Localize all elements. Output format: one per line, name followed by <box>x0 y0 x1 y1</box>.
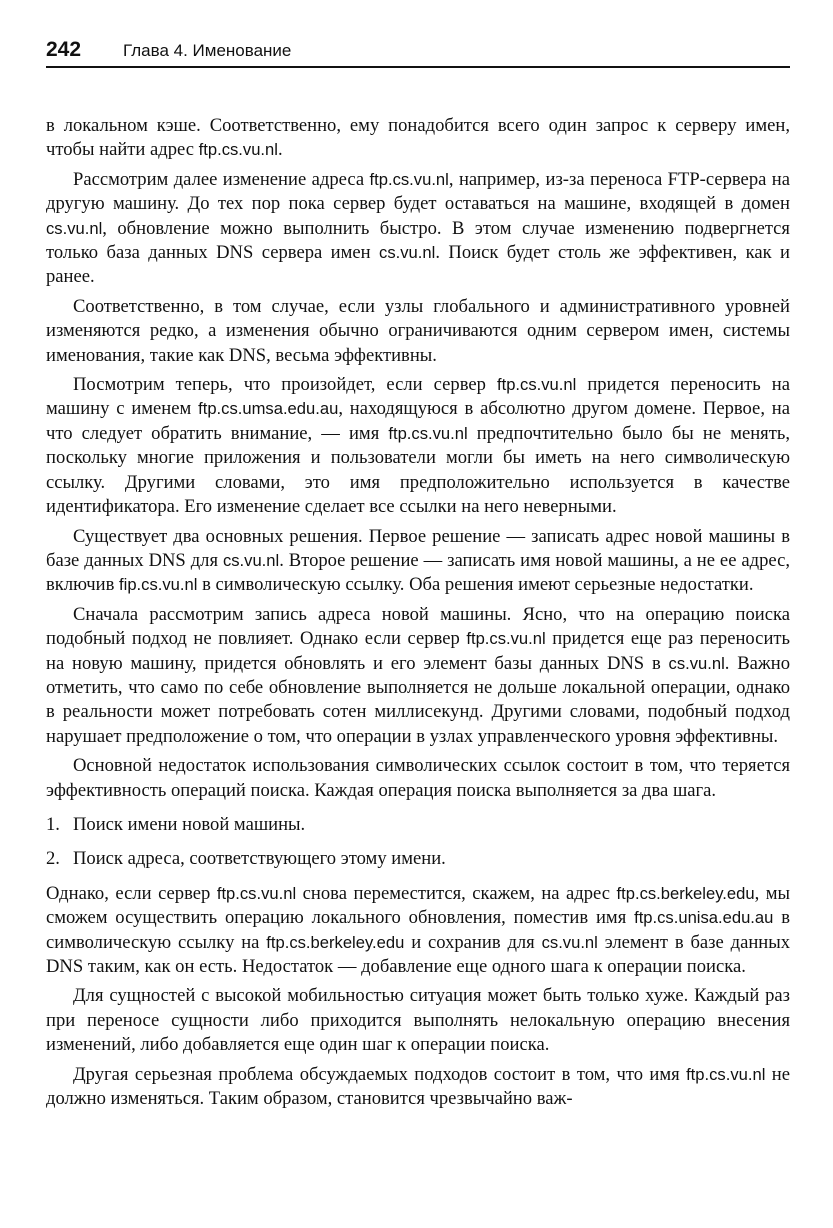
paragraphs-before-list <box>46 114 790 803</box>
text-segment: придется переносить на машину с именем <box>46 374 790 420</box>
text-segment: снова переместится, скажем, на адрес <box>296 882 617 904</box>
hostname-text: cs.vu.nl <box>668 653 725 673</box>
text-segment: Другая серьезная проблема обсуждаемых подходов состоит в том, что имя <box>73 1063 687 1085</box>
paragraph <box>46 168 790 290</box>
paragraph <box>46 603 790 749</box>
text-segment: Сначала рассмотрим запись адреса новой машины. Ясно, что на операцию поиска подобный подход не повлияет. Однако если сервер <box>46 603 790 650</box>
paragraph <box>46 295 790 368</box>
text-segment: Основной недостаток использования символических ссылок состоит в том, что теряется эффективность операций поиска. Каждая операция поиска выполняется за два шага. <box>46 755 790 801</box>
paragraph <box>46 114 790 163</box>
hostname-text: cs.vu.nl <box>541 932 598 952</box>
text-segment: , мы сможем осуществить операцию локального обновления, поместив имя <box>46 882 790 929</box>
running-header <box>46 36 790 68</box>
paragraph <box>46 525 790 598</box>
list-item-text: Поиск имени новой машины. <box>73 813 306 835</box>
hostname-text: ftp.cs.umsa.edu.au <box>198 399 339 419</box>
list-item <box>46 847 790 871</box>
numbered-list <box>46 813 790 872</box>
list-item-number: 2. <box>46 848 60 870</box>
hostname-text: ftp.cs.unisa.edu.au <box>634 908 774 928</box>
text-segment: . Важно отметить, что само по себе обновление выполняется не дольше локальной операции, однако в реальности может потребовать сотен миллисекунд. Другими словами, подобный подход нарушает предположение о том, что операции в узлах управленческого уровня эффективны. <box>46 652 790 747</box>
page-number: 242 <box>46 38 82 61</box>
paragraph <box>46 984 790 1057</box>
text-segment: , например, из-за переноса FTP-сервера на другую машину. До тех пор пока сервер будет оставаться на машине, входящей в домен <box>46 168 790 215</box>
chapter-title: Глава 4. Именование <box>123 41 292 60</box>
paragraph <box>46 373 790 519</box>
text-segment: . Второе решение — записать имя новой машины, а не ее адрес, включив <box>46 549 791 596</box>
text-segment: . Поиск будет столь же эффективен, как и ранее. <box>46 242 790 288</box>
hostname-text: ftp.cs.vu.nl <box>369 169 449 189</box>
body-text <box>46 114 790 1116</box>
text-segment: придется еще раз переносить на новую машину, придется обновлять и его элемент базы данных DNS в <box>46 628 790 674</box>
text-segment: и сохранив для <box>404 931 542 953</box>
text-segment: . <box>277 139 283 161</box>
list-item-number: 1. <box>46 813 60 835</box>
list-item <box>46 813 790 837</box>
paragraphs-after-list <box>46 882 790 1112</box>
text-segment: Однако, если сервер <box>46 882 217 904</box>
text-segment: в локальном кэше. Соответственно, ему понадобится всего один запрос к серверу имен, чтобы найти адрес <box>46 115 790 161</box>
text-segment: Посмотрим теперь, что произойдет, если сервер <box>73 374 497 396</box>
text-segment: предпочтительно было бы не менять, поскольку многие приложения и пользователи могли бы иметь на него символическую ссылку. Другими словами, это имя предположительно используется в качестве идентификатора. Его изменение сделает все ссылки на него неверными. <box>46 422 790 518</box>
hostname-text: ftp.cs.vu.nl <box>686 1064 766 1084</box>
text-segment: Соответственно, в том случае, если узлы глобального и административного уровней изменяются редко, а изменения обычно ограничиваются одним сервером имен, системы именования, такие как DNS, весьма эффективны. <box>46 295 790 366</box>
text-segment: , обновление можно выполнить быстро. В этом случае изменению подвергнется только база данных DNS сервера имен <box>46 217 790 264</box>
paragraph <box>46 754 790 803</box>
text-segment: Существует два основных решения. Первое решение — записать адрес новой машины в базе данных DNS для <box>46 525 790 571</box>
text-segment: Для сущностей с высокой мобильностью ситуация может быть только хуже. Каждый раз при переносе сущности либо приходится выполнять нелокальную операцию внесения изменений, либо добавляется еще один шаг к операции поиска. <box>46 985 790 1056</box>
text-segment: , находящуюся в абсолютно другом домене. Первое, на что следует обратить внимание, — имя <box>46 398 791 444</box>
text-segment: в символическую ссылку на <box>46 907 790 953</box>
hostname-text: ftp.cs.berkeley.edu <box>266 932 405 952</box>
hostname-text: fip.cs.vu.nl <box>119 575 198 595</box>
hostname-text: cs.vu.nl <box>379 243 436 263</box>
hostname-text: ftp.cs.vu.nl <box>198 140 278 160</box>
hostname-text: ftp.cs.vu.nl <box>466 629 546 649</box>
paragraph <box>46 882 790 980</box>
hostname-text: cs.vu.nl <box>46 218 103 238</box>
list-item-text: Поиск адреса, соответствующего этому имени. <box>73 848 446 870</box>
hostname-text: ftp.cs.vu.nl <box>496 375 577 395</box>
text-segment: не должно изменяться. Таким образом, становится чрезвычайно важ- <box>46 1063 790 1110</box>
text-segment: Рассмотрим далее изменение адреса <box>73 168 370 190</box>
text-segment: элемент в базе данных DNS таким, как он есть. Недостаток — добавление еще одного шага к операции поиска. <box>46 931 791 977</box>
paragraph <box>46 1063 790 1112</box>
hostname-text: cs.vu.nl <box>222 550 280 570</box>
text-segment: в символическую ссылку. Оба решения имеют серьезные недостатки. <box>197 574 754 596</box>
hostname-text: ftp.cs.vu.nl <box>216 883 297 903</box>
hostname-text: ftp.cs.berkeley.edu <box>616 883 755 903</box>
hostname-text: ftp.cs.vu.nl <box>388 423 468 443</box>
